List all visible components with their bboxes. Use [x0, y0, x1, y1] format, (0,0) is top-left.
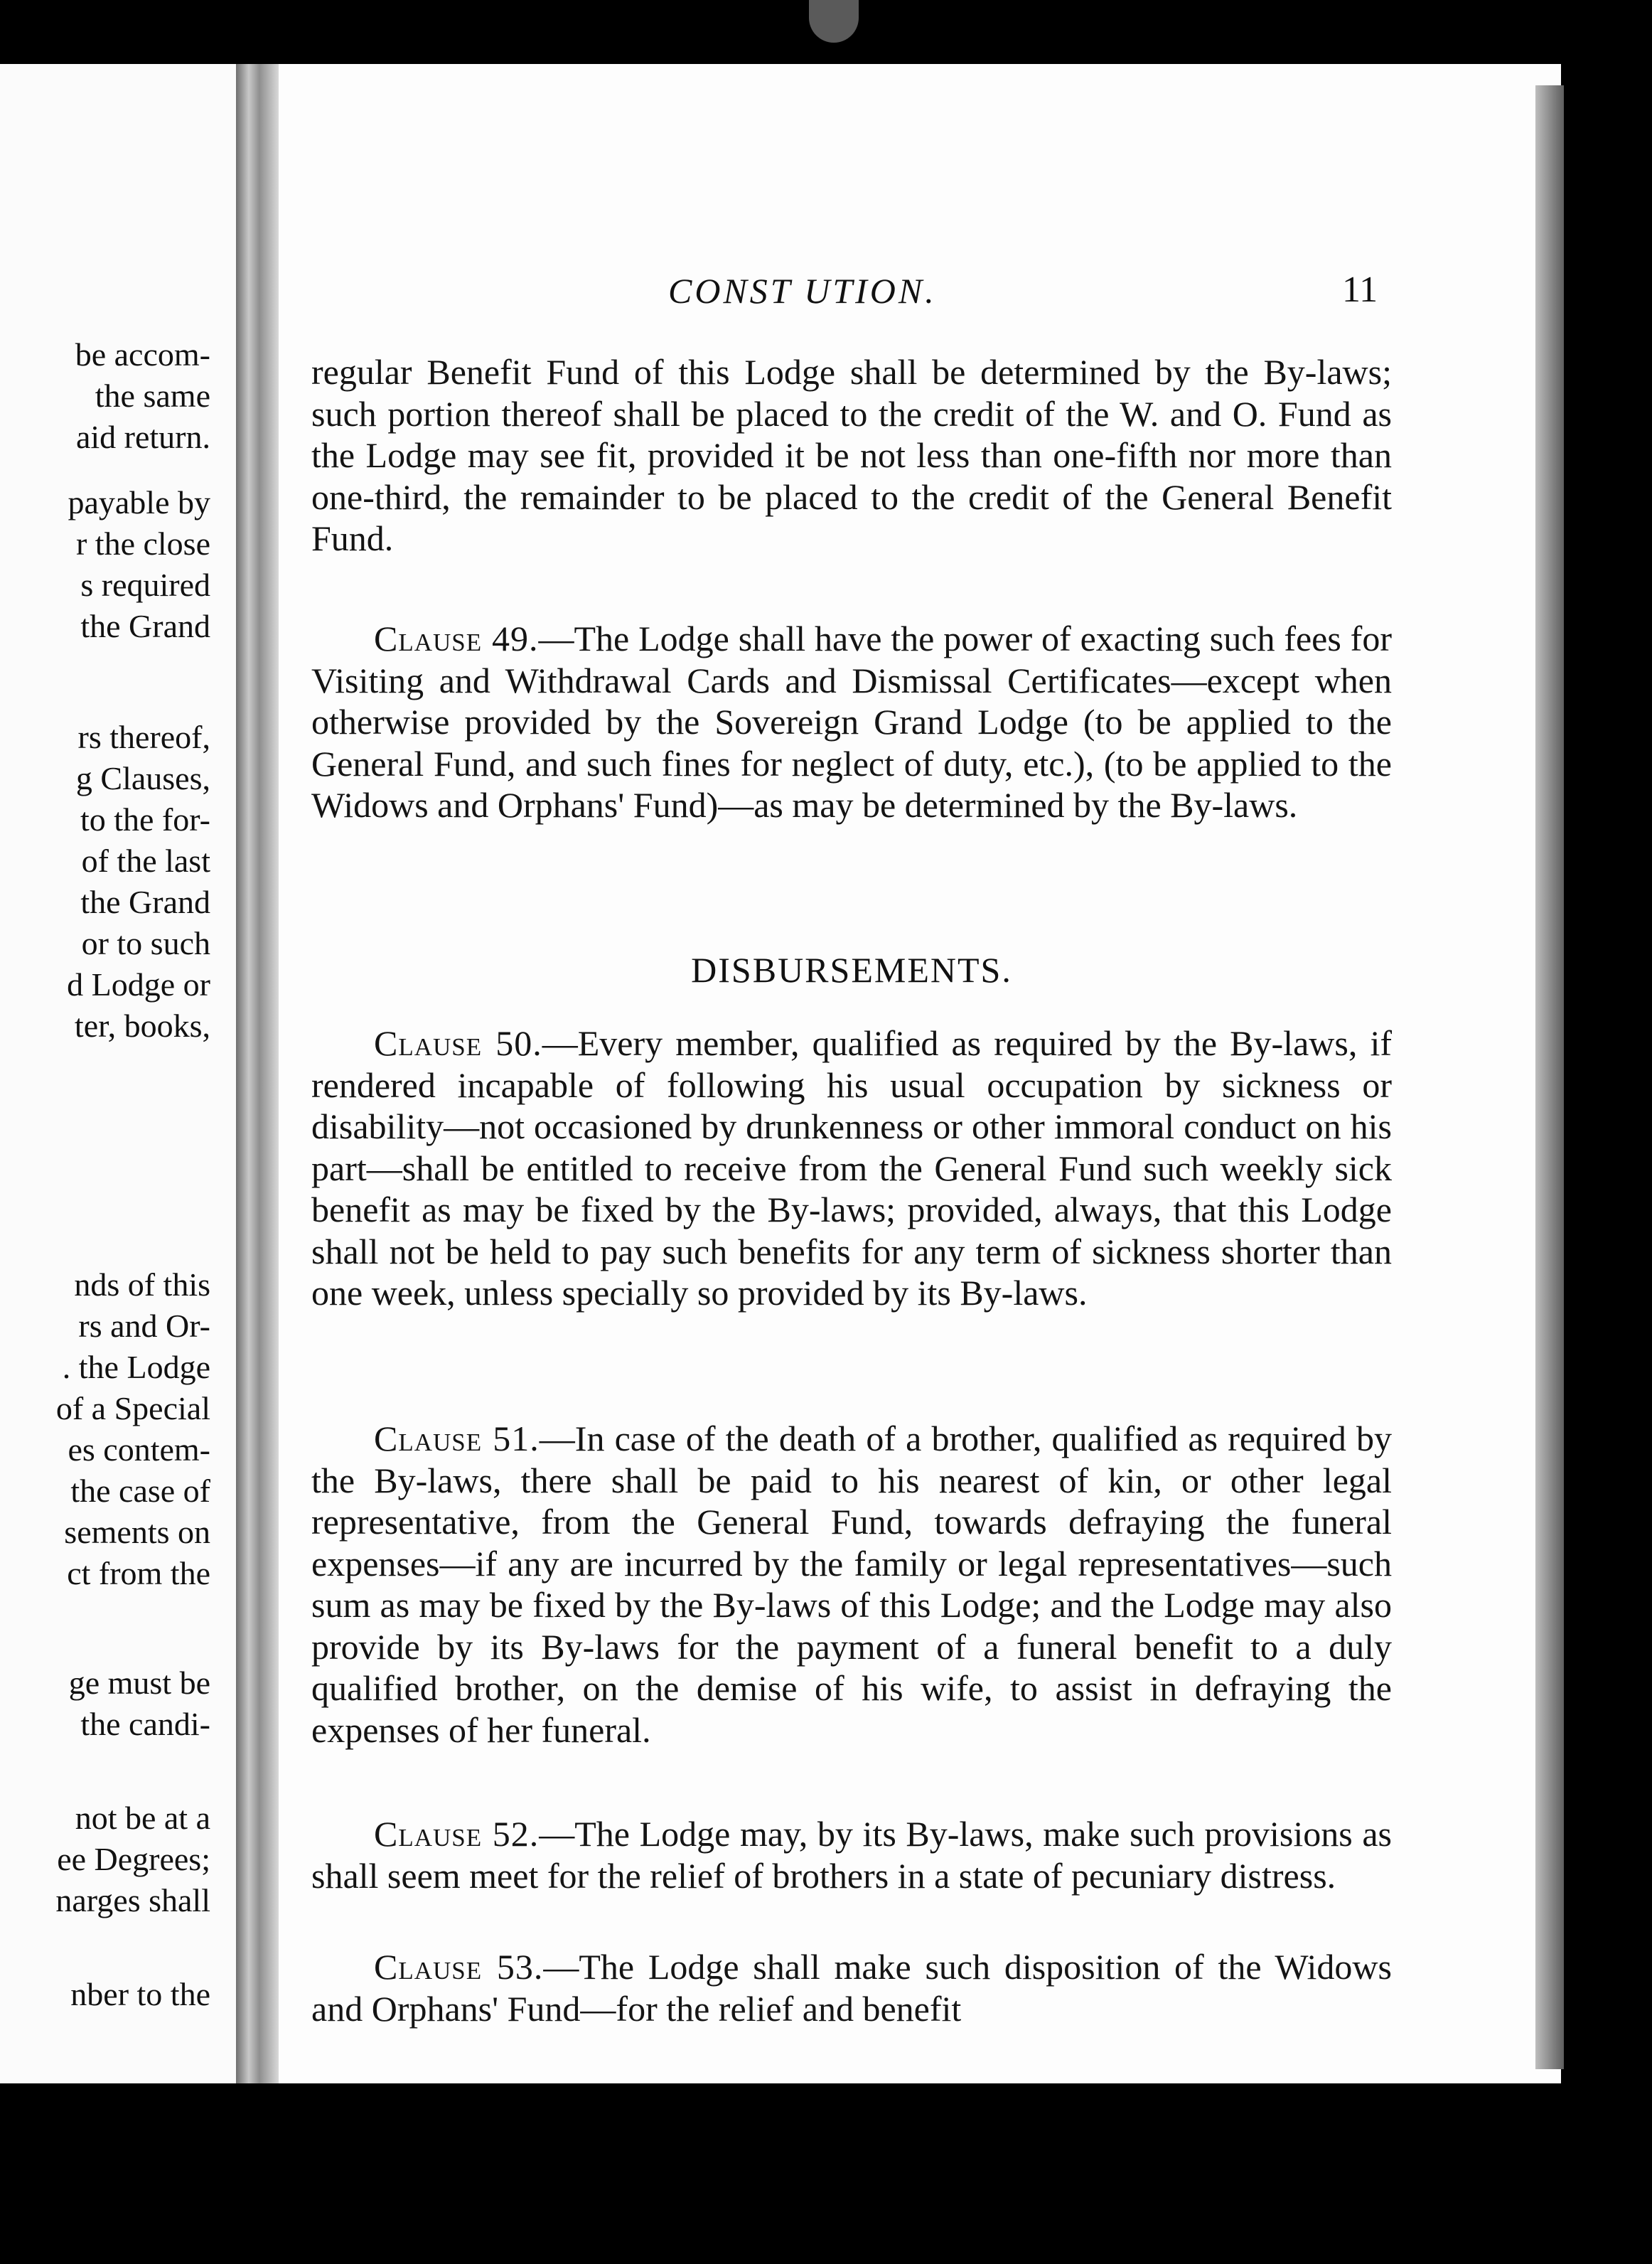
scan-background-bottom [0, 2083, 1652, 2264]
left-line: the candi- [80, 1706, 210, 1742]
paragraph-text: regular Benefit Fund of this Lodge shall be determined by the By-laws; such portion thereof shall be placed to the credit of the W. and O. Fund as the Lodge may see fit, provided it be not less than one-fifth nor more than one-third, the remainder to be placed to the credit of the General Benefit Fund. [311, 352, 1392, 558]
left-line: to the for- [80, 801, 210, 838]
paragraph-clause-50 [311, 1022, 1392, 1314]
left-line: the case of [70, 1473, 210, 1509]
clause-label: Clause 50. [374, 1023, 542, 1063]
left-line: the Grand [80, 884, 210, 920]
left-line: ee Degrees; [57, 1841, 210, 1877]
left-line: ter, books, [74, 1008, 210, 1044]
section-heading: DISBURSEMENTS. [691, 950, 1012, 990]
left-line: aid return. [75, 419, 210, 455]
left-line: payable by [68, 484, 210, 520]
running-title: CONST UTION. [668, 271, 937, 311]
paragraph-clause-51 [311, 1418, 1392, 1751]
paragraph-clause-52 [311, 1813, 1392, 1896]
left-line: rs and Or- [78, 1308, 210, 1344]
left-line: rs thereof, [77, 719, 210, 755]
left-line: or to such [81, 925, 210, 961]
left-line: g Clauses, [75, 760, 210, 796]
left-line: nber to the [70, 1976, 210, 2012]
book-gutter [236, 64, 279, 2083]
scan-background-right [1561, 64, 1652, 2083]
left-facing-page [0, 64, 236, 2083]
left-line: the Grand [80, 608, 210, 644]
left-line: of a Special [55, 1390, 210, 1426]
left-line: the same [95, 378, 210, 414]
page-edge [1535, 85, 1564, 2069]
left-line: r the close [75, 525, 210, 562]
left-line: ge must be [68, 1665, 210, 1701]
clause-label: Clause 53. [374, 1947, 544, 1987]
paragraph-text: —The Lodge may, by its By-laws, make such provisions as shall seem meet for the relief of brothers in a state of pecuniary distress. [311, 1814, 1392, 1896]
left-line: es contem- [68, 1431, 210, 1468]
left-line: sements on [64, 1514, 210, 1550]
left-page-text [14, 64, 236, 2083]
left-line: be accom- [75, 336, 210, 373]
paragraph-text: —The Lodge shall have the power of exacting such fees for Visiting and Withdrawal Cards and Dismissal Certificates—except when otherwise provided by the Sovereign Grand Lodge (to be applied to the General Fund, and such fines for neglect of duty, etc.), (to be applied to the Widows and Orphans' Fund)—as may be determined by the By-laws. [311, 619, 1392, 825]
left-line: d Lodge or [67, 966, 210, 1003]
paragraph-clause-49 [311, 618, 1392, 826]
left-line: not be at a [75, 1800, 210, 1836]
left-line: nds of this [74, 1266, 210, 1303]
paragraph-text: —Every member, qualified as required by the By-laws, if rendered incapable of following his usual occupation by sickness or disability—not occasioned by drunkenness or other immoral conduct on his part—shall be entitled to receive from the General Fund such weekly sick benefit as may be fixed by the By-laws; provided, always, that this Lodge shall not be held to pay such benefits for any term of sickness shorter than one week, unless specially so provided by its By-laws. [311, 1023, 1392, 1313]
clause-label: Clause 51. [374, 1419, 540, 1458]
left-line: of the last [81, 843, 210, 879]
paragraph-benefit-fund [311, 351, 1392, 560]
left-line: narges shall [55, 1882, 210, 1918]
left-line: s required [80, 567, 210, 603]
left-line: ct from the [67, 1555, 210, 1591]
paragraph-text: —The Lodge shall make such disposition of the Widows and Orphans' Fund—for the relief and benefit [311, 1947, 1392, 2029]
clause-label: Clause 52. [374, 1814, 540, 1854]
paragraph-clause-53 [311, 1946, 1392, 2029]
paragraph-text: —In case of the death of a brother, qualified as required by the By-laws, there shall be paid to his nearest of kin, or other legal representative, from the General Fund, towards defraying the funeral expenses—if any are incurred by the family or legal representatives—such sum as may be fixed by the By-laws of this Lodge; and the Lodge may also provide by its By-laws for the payment of a funeral benefit to a duly qualified brother, on the demise of his wife, to assist in defraying the expenses of her funeral. [311, 1419, 1392, 1750]
left-line: . the Lodge [62, 1349, 210, 1385]
page-number: 11 [1342, 269, 1378, 310]
clause-label: Clause 49. [374, 619, 539, 658]
